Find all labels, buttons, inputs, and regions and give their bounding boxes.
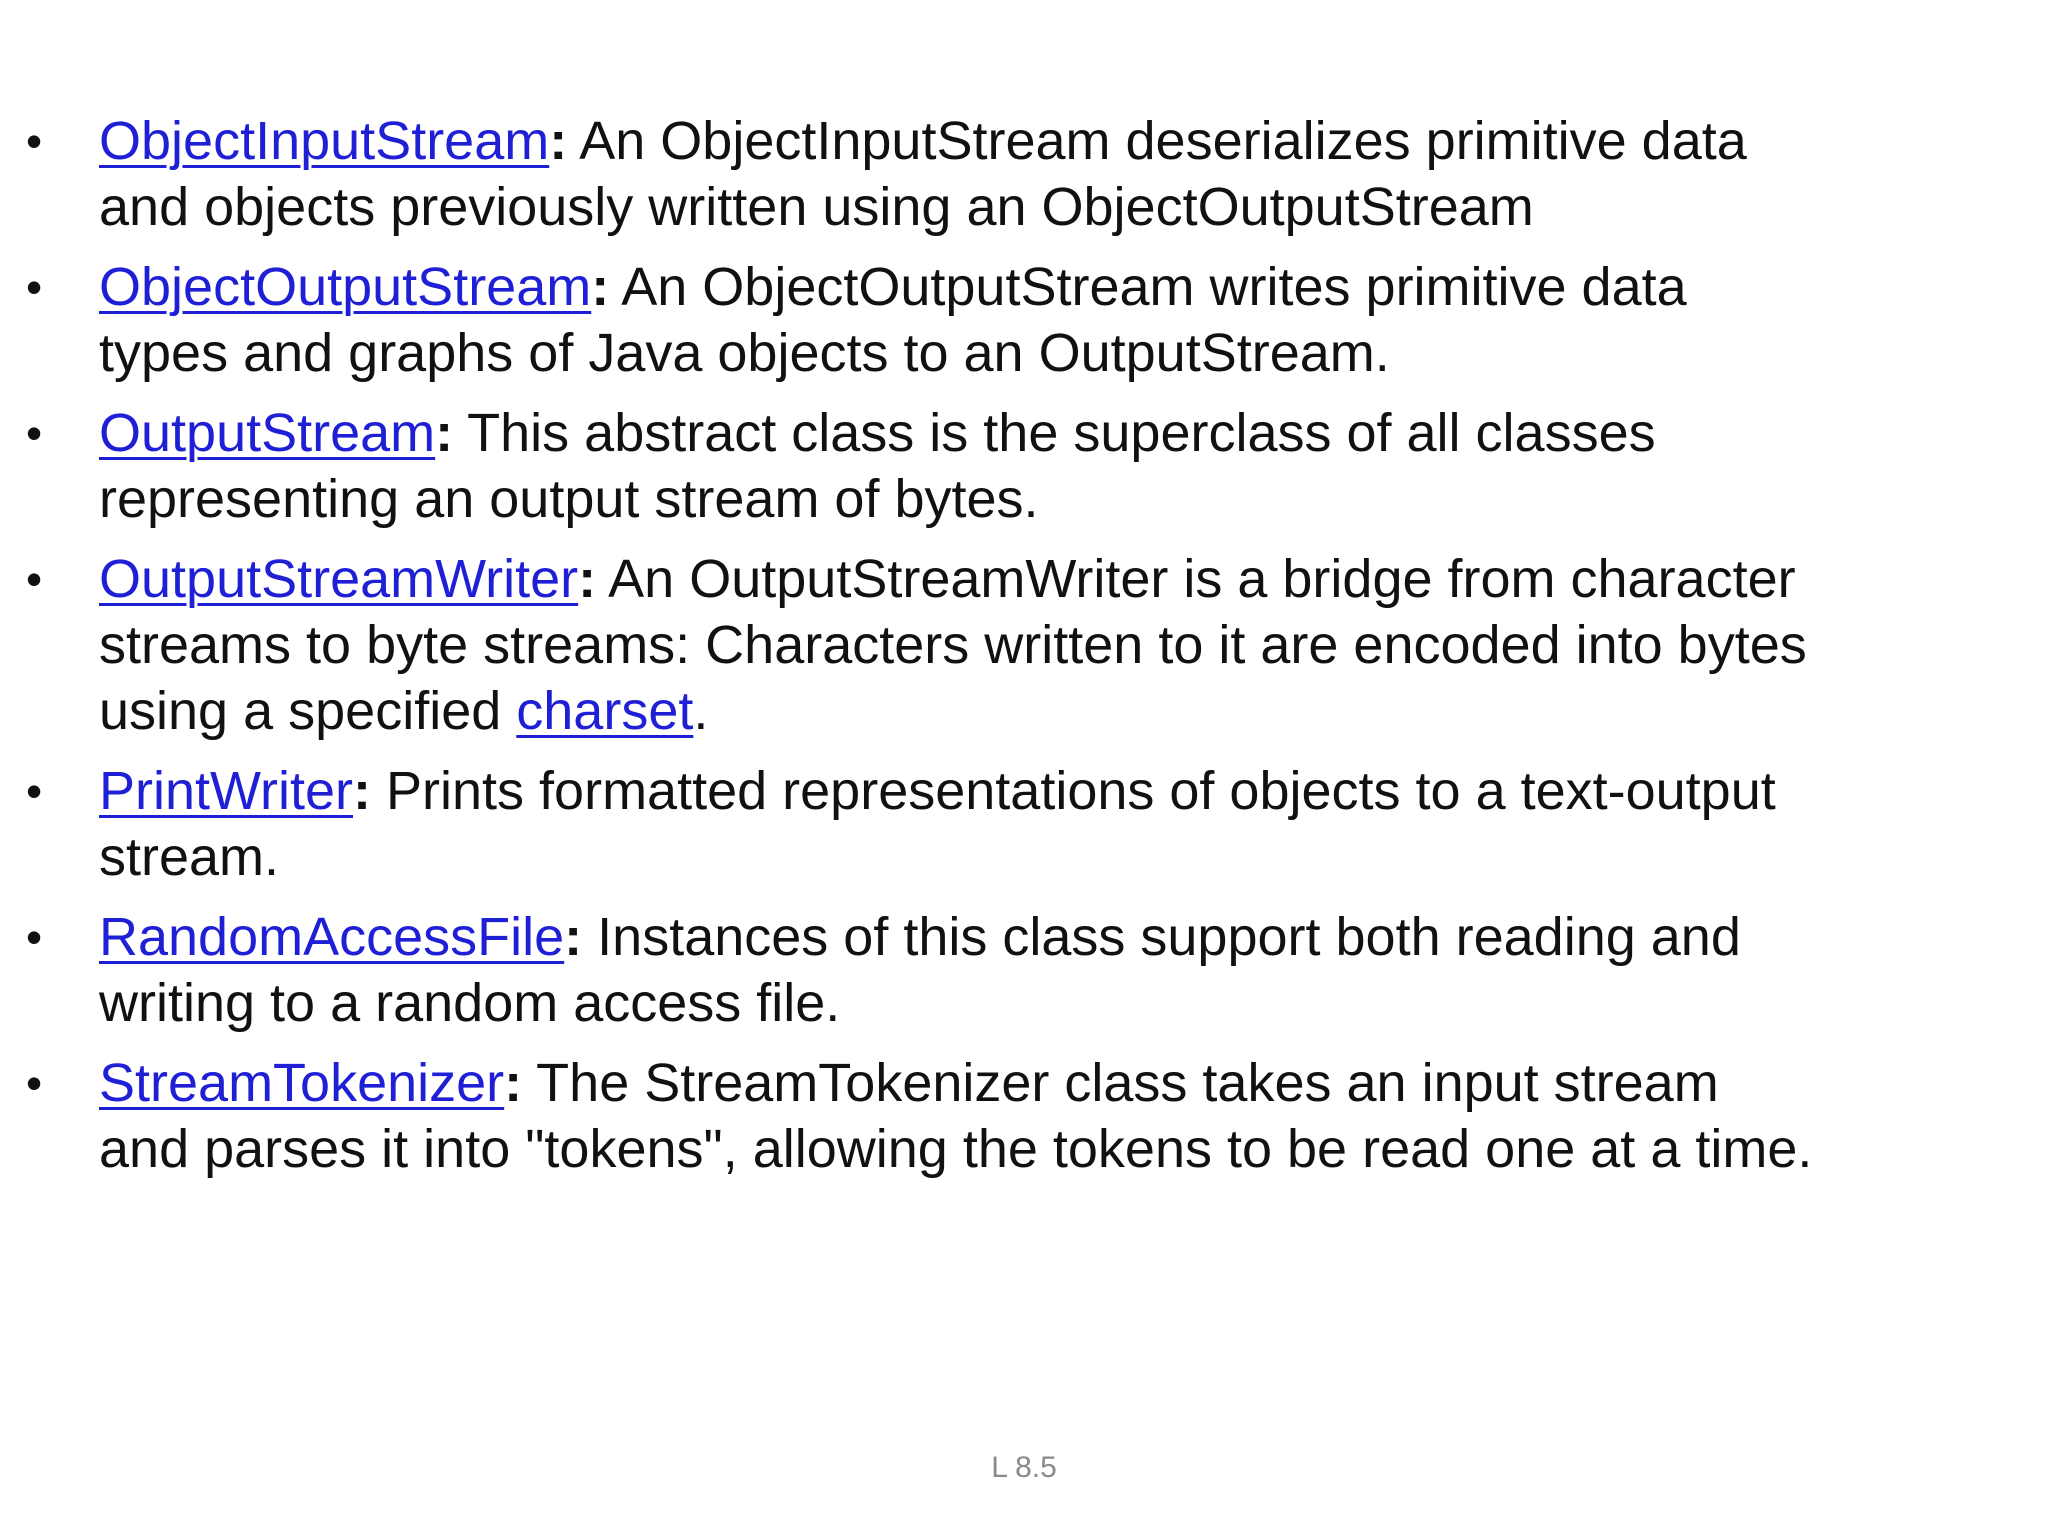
term-link-outputstream[interactable]: OutputStream [99, 403, 436, 463]
term-separator: : [504, 1053, 523, 1113]
charset-link[interactable]: charset [516, 681, 694, 741]
bullet-icon: • [26, 911, 43, 963]
bullet-icon: • [26, 765, 43, 817]
term-separator: : [353, 761, 372, 821]
term-separator: : [435, 403, 454, 463]
list-item [26, 904, 1816, 1036]
bullet-icon: • [26, 553, 43, 605]
term-link-streamtokenizer[interactable]: StreamTokenizer [99, 1053, 505, 1113]
bullet-icon: • [26, 115, 43, 167]
term-description: Instances of this class support both reading and writing to a random access file. [99, 907, 1741, 1033]
list-item [26, 108, 1816, 240]
term-description: An OutputStreamWriter is a bridge from character streams to byte streams: Characters written to it are encoded into bytes using a specified [99, 549, 1807, 741]
term-description: This abstract class is the superclass of all classes representing an output stream of bytes. [99, 403, 1656, 529]
term-separator: : [549, 111, 568, 171]
slide-number: L 8.5 [991, 1451, 1057, 1484]
term-description: An ObjectInputStream deserializes primitive data and objects previously written using an ObjectOutputStream [99, 111, 1747, 237]
class-bullet-list [26, 108, 1816, 1196]
list-item [26, 546, 1816, 744]
term-link-randomaccessfile[interactable]: RandomAccessFile [99, 907, 565, 967]
term-link-objectoutputstream[interactable]: ObjectOutputStream [99, 257, 592, 317]
term-separator: : [591, 257, 610, 317]
term-separator: : [564, 907, 583, 967]
bullet-icon: • [26, 407, 43, 459]
bullet-icon: • [26, 1057, 43, 1109]
list-item [26, 758, 1816, 890]
term-link-objectinputstream[interactable]: ObjectInputStream [99, 111, 550, 171]
term-link-printwriter[interactable]: PrintWriter [99, 761, 354, 821]
term-description: The StreamTokenizer class takes an input stream and parses it into "tokens", allowing the tokens to be read one at a time. [99, 1053, 1813, 1179]
term-separator: : [578, 549, 597, 609]
list-item [26, 1050, 1816, 1182]
bullet-icon: • [26, 261, 43, 313]
term-description: Prints formatted representations of objects to a text-output stream. [99, 761, 1776, 887]
term-description: An ObjectOutputStream writes primitive data types and graphs of Java objects to an OutputStream. [99, 257, 1687, 383]
term-link-outputstreamwriter[interactable]: OutputStreamWriter [99, 549, 579, 609]
list-item [26, 400, 1816, 532]
list-item [26, 254, 1816, 386]
description-tail: . [693, 681, 709, 741]
